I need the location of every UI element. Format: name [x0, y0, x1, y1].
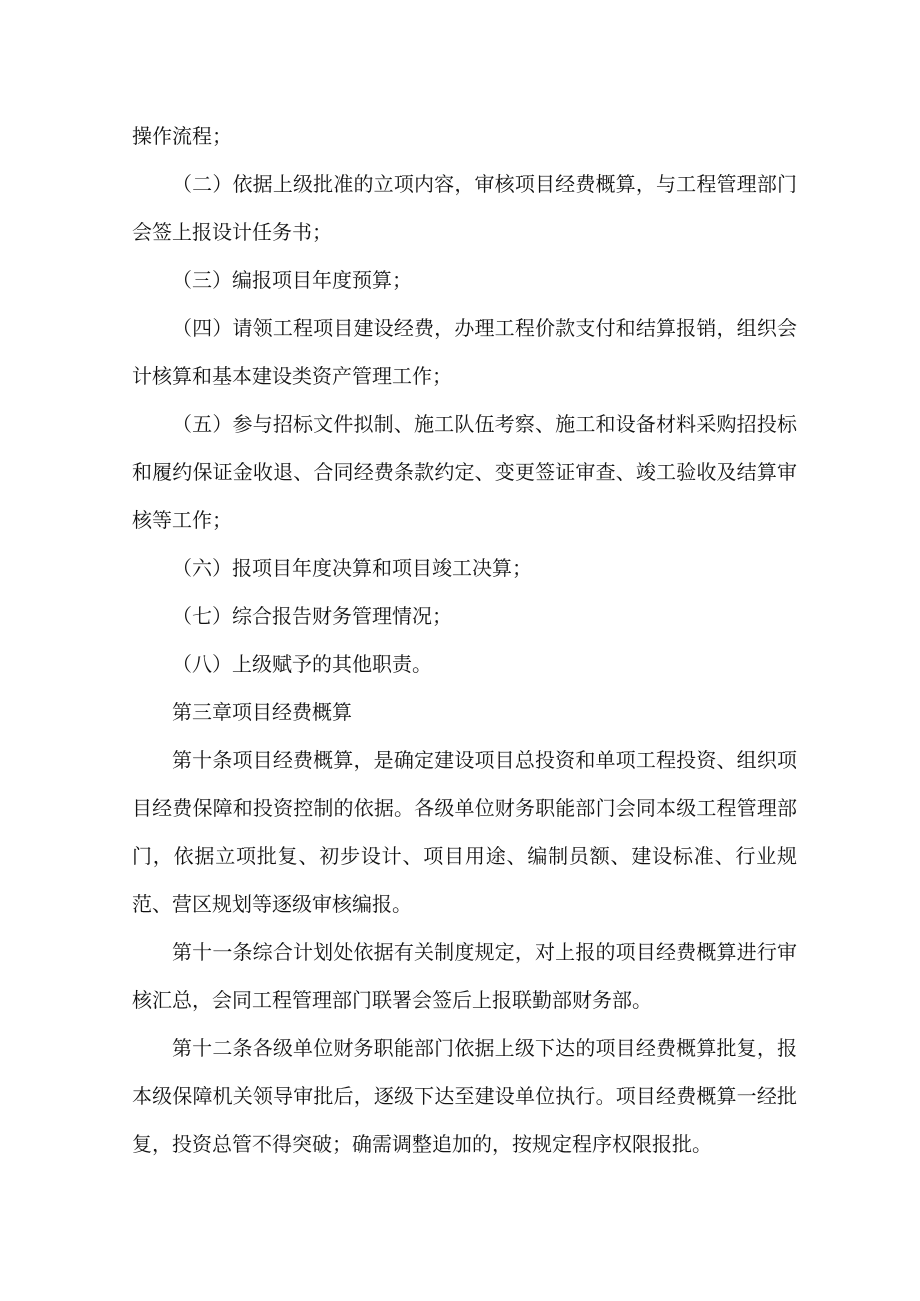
paragraph-item-6: （六）报项目年度决算和项目竣工决算；: [172, 556, 532, 580]
paragraph-continuation: 操作流程；: [132, 124, 232, 148]
article-10: 第十条项目经费概算，是确定建设项目总投资和单项工程投资、组织项目经费保障和投资控制的依据。各级单位财务职能部门会同本级工程管理部门，依据立项批复、初步设计、项目用途、编制员额、建设标准、行业规范、营区规划等逐级审核编报。: [132, 748, 797, 916]
paragraph-item-3: （三）编报项目年度预算；: [172, 268, 412, 292]
chapter-heading: 第三章项目经费概算: [172, 700, 352, 724]
paragraph-item-5: （五）参与招标文件拟制、施工队伍考察、施工和设备材料采购招投标和履约保证金收退、合同经费条款约定、变更签证审查、竣工验收及结算审核等工作；: [132, 412, 797, 532]
document-body: [132, 112, 797, 1168]
article-11: 第十一条综合计划处依据有关制度规定，对上报的项目经费概算进行审核汇总，会同工程管理部门联署会签后上报联勤部财务部。: [132, 940, 797, 1012]
paragraph-item-4: （四）请领工程项目建设经费，办理工程价款支付和结算报销，组织会计核算和基本建设类资产管理工作；: [132, 316, 797, 388]
article-12: 第十二条各级单位财务职能部门依据上级下达的项目经费概算批复，报本级保障机关领导审批后，逐级下达至建设单位执行。项目经费概算一经批复，投资总管不得突破；确需调整追加的，按规定程序权限报批。: [132, 1036, 797, 1156]
paragraph-item-8: （八）上级赋予的其他职责。: [172, 652, 432, 676]
paragraph-item-2: （二）依据上级批准的立项内容，审核项目经费概算，与工程管理部门会签上报设计任务书；: [132, 172, 797, 244]
paragraph-item-7: （七）综合报告财务管理情况；: [172, 604, 452, 628]
